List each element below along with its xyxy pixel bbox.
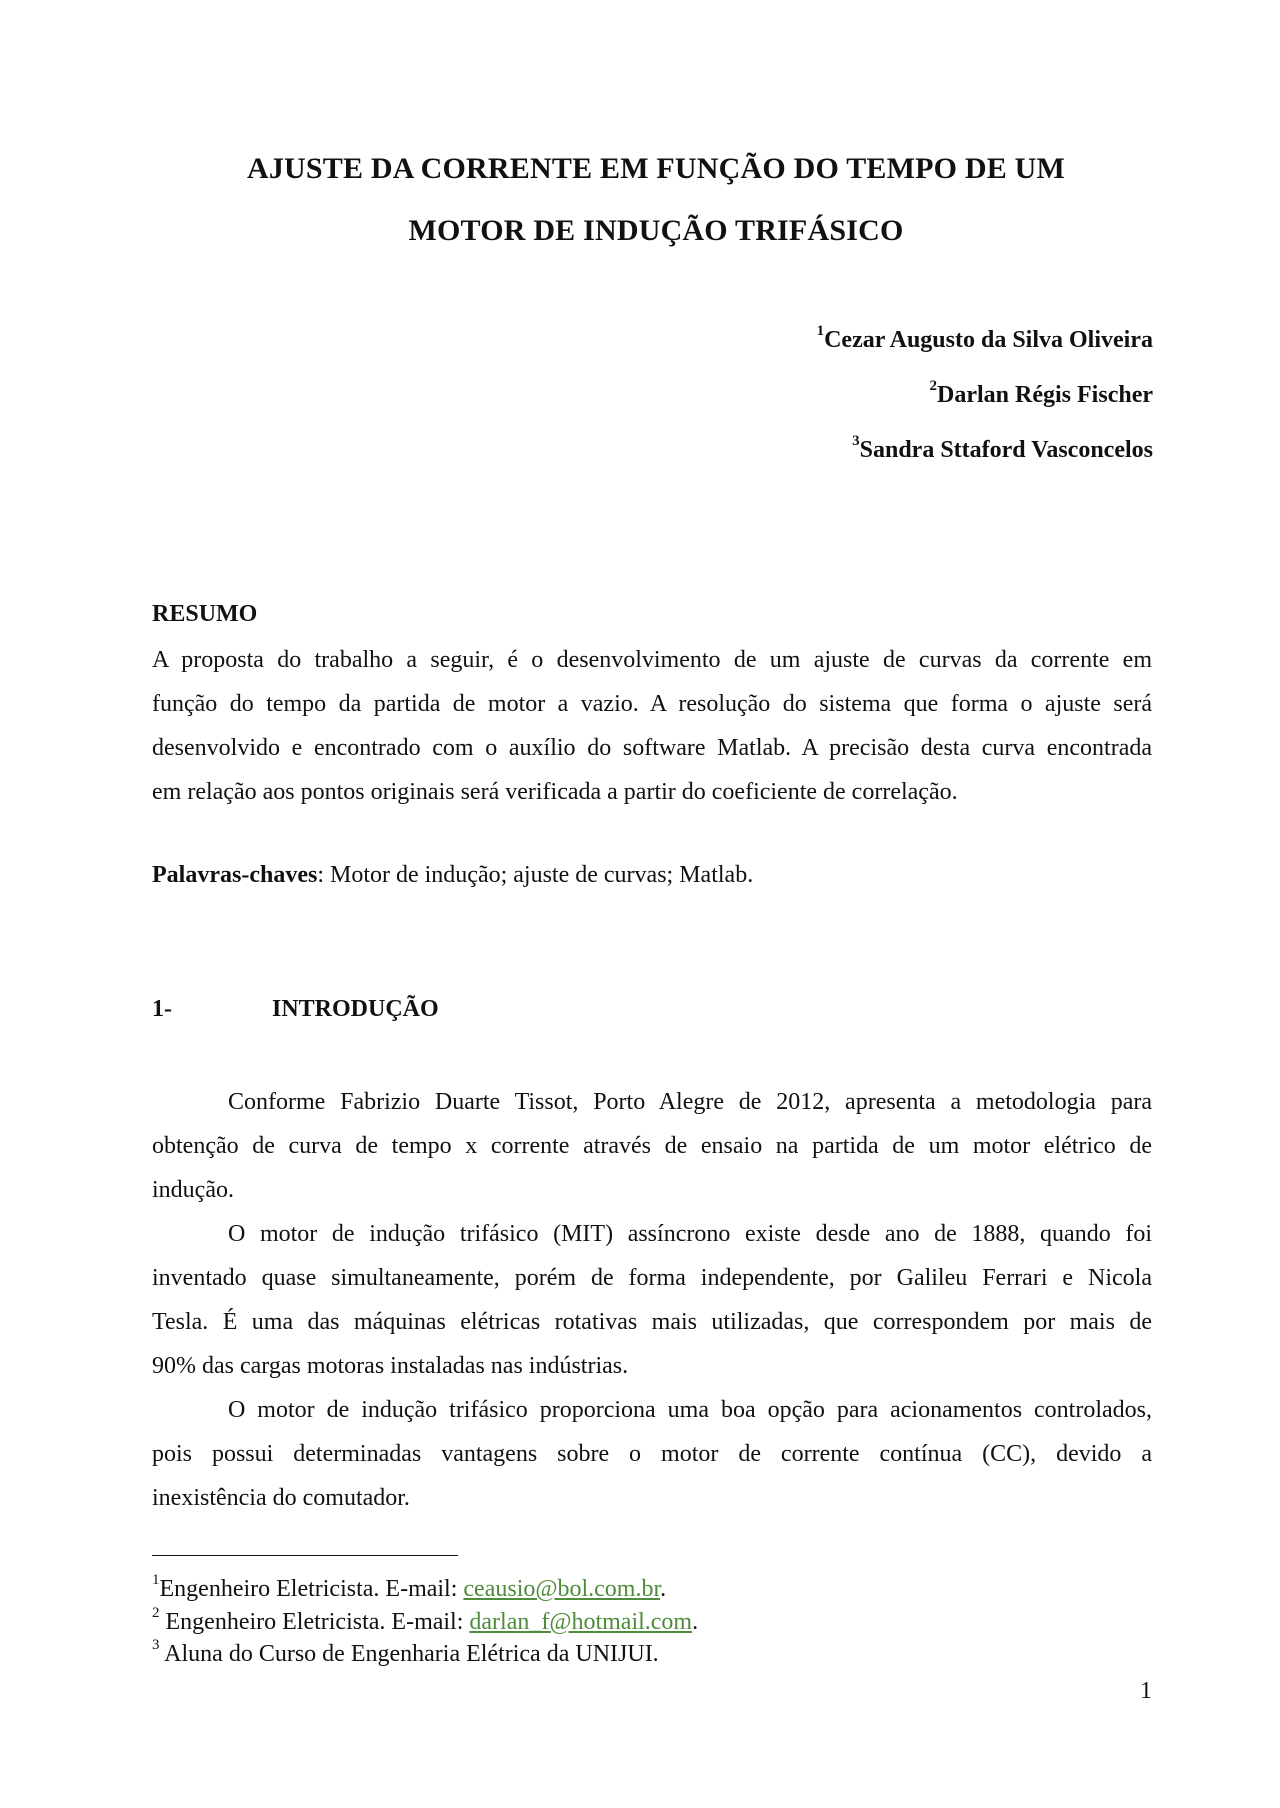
intro-paragraph-2 [152, 1212, 1152, 1388]
paragraph-line: inexistência do comutador. [152, 1485, 410, 1511]
keywords-text: : Motor de indução; ajuste de curvas; Matlab. [317, 862, 754, 888]
abstract-line: função do tempo da partida de motor a vazio. A resolução do sistema que forma o ajuste será [152, 691, 1152, 717]
author-name: Sandra Sttaford Vasconcelos [859, 437, 1153, 463]
abstract-heading: RESUMO [152, 601, 258, 627]
title-line-1: AJUSTE DA CORRENTE EM FUNÇÃO DO TEMPO DE UM [246, 152, 1066, 185]
paragraph-line: Conforme Fabrizio Duarte Tissot, Porto Alegre de 2012, apresenta a metodologia para [228, 1089, 1152, 1115]
email-link[interactable]: ceausio@bol.com.br [463, 1576, 661, 1602]
title-line-2: MOTOR DE INDUÇÃO TRIFÁSICO [408, 214, 904, 247]
paragraph-line: O motor de indução trifásico (MIT) assíncrono existe desde ano de 1888, quando foi [228, 1221, 1152, 1247]
abstract-line: A proposta do trabalho a seguir, é o desenvolvimento de um ajuste de curvas da corrente em [152, 647, 1152, 673]
footnote-text: Engenheiro Eletricista. E-mail: [159, 1576, 464, 1602]
footnote-mark: 2 [152, 1605, 160, 1621]
author-2 [929, 378, 1153, 409]
section-title: INTRODUÇÃO [272, 996, 439, 1022]
paragraph-line: O motor de indução trifásico proporciona uma boa opção para acionamentos controlados, [228, 1397, 1152, 1423]
page-number: 1 [1140, 1678, 1152, 1704]
author-name: Darlan Régis Fischer [937, 382, 1153, 408]
paragraph-line: 90% das cargas motoras instaladas nas indústrias. [152, 1353, 629, 1379]
keywords [152, 862, 753, 889]
footnote-divider [152, 1555, 458, 1556]
paragraph-line: inventado quase simultaneamente, porém de forma independente, por Galileu Ferrari e Nicola [152, 1265, 1152, 1291]
introduction-heading [152, 996, 439, 1023]
paragraph-line: pois possui determinadas vantagens sobre o motor de corrente contínua (CC), devido a [152, 1441, 1152, 1467]
keywords-label: Palavras-chaves [152, 862, 318, 888]
author-1 [816, 323, 1153, 354]
paragraph-line: obtenção de curva de tempo x corrente através de ensaio na partida de um motor elétrico de [152, 1133, 1152, 1159]
intro-paragraph-3 [152, 1388, 1152, 1520]
paragraph-line: Tesla. É uma das máquinas elétricas rotativas mais utilizadas, que correspondem por mais de [152, 1309, 1152, 1335]
footnote-end: . [692, 1609, 699, 1635]
author-mark: 3 [852, 433, 860, 449]
footnote-1 [152, 1572, 667, 1603]
footnote-mark: 1 [152, 1572, 160, 1588]
abstract-line: desenvolvido e encontrado com o auxílio do software Matlab. A precisão desta curva encontrada [152, 735, 1152, 761]
footnote-mark: 3 [152, 1637, 160, 1653]
abstract-paragraph [152, 638, 1152, 814]
footnote-2 [152, 1605, 699, 1636]
author-mark: 2 [929, 378, 938, 394]
footnote-end: . [660, 1576, 667, 1602]
footnote-text: Engenheiro Eletricista. E-mail: [159, 1609, 470, 1635]
author-name: Cezar Augusto da Silva Oliveira [824, 327, 1153, 353]
paragraph-line: indução. [152, 1177, 234, 1203]
author-3 [852, 433, 1153, 464]
abstract-line: em relação aos pontos originais será verificada a partir do coeficiente de correlação. [152, 779, 958, 805]
footnote-text: Aluna do Curso de Engenharia Elétrica da UNIJUI. [159, 1641, 659, 1667]
section-number: 1- [152, 996, 172, 1022]
footnote-3 [152, 1637, 659, 1668]
author-mark: 1 [816, 323, 825, 339]
email-link[interactable]: darlan_f@hotmail.com [469, 1609, 693, 1635]
intro-paragraph-1 [152, 1080, 1152, 1212]
